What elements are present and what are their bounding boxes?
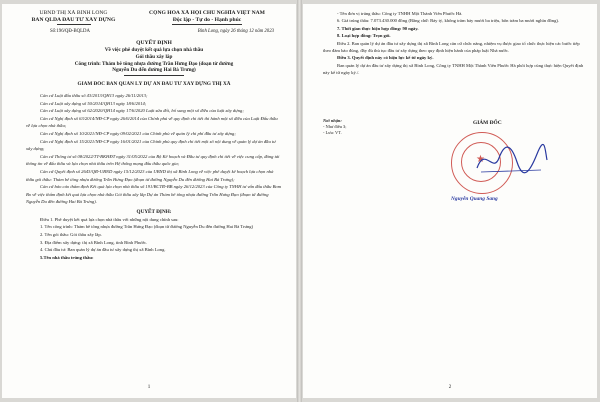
contract-type-line: 8. Loại hợp đồng: Trọn gói.: [337, 33, 391, 39]
agency-line-2: BAN QLDA ĐẦU TƯ XÂY DỰNG: [31, 17, 116, 23]
article-3: Điều 3. Quyết định này có hiệu lực kể từ ngày ký.: [337, 55, 434, 61]
legal-basis: Căn cứ Nghị định số 63/2014/NĐ-CP ngày 26/6/2014 của Chính phủ về quy định chi tiết thi hành một số điều của Luật Đấu thầu về lựa chọn nhà thầu;: [26, 115, 278, 129]
subject-line-2: Gói thầu xây lắp: [135, 53, 173, 60]
book-gutter: [297, 0, 302, 402]
stamp-star-icon: ★: [476, 154, 485, 165]
document-title: QUYẾT ĐỊNH: [136, 40, 172, 46]
duration-line: 7. Thời gian thực hiện hợp đồng: 90 ngày.: [337, 25, 419, 31]
winner-line: - Tên đơn vị trúng thầu: Công ty TNHH Một Thành Viên Phước Hà.: [337, 11, 463, 16]
article-item: 5.Tên nhà thầu trúng thầu:: [40, 254, 94, 260]
legal-basis: Căn cứ báo cáo thẩm định Kết quả lựa chọn nhà thầu số 191/BCTĐ-BB ngày 26/12/2023 của Công ty TNHH tư vấn đấu thầu Bom Bo về việc thẩm định kết quả lựa chọn nhà thầu Gói thầu xây lắp Dự án Thảm bê tông nhựa đường Trần Hưng Đạo (đoạn từ đường Nguyễn Du đến đường Hai Bà Trưng).: [26, 184, 282, 205]
subject-line-1: Về việc phê duyệt kết quả lựa chọn nhà thầu: [104, 47, 204, 53]
signature-title: GIÁM ĐỐC: [473, 120, 502, 126]
page-number: 2: [448, 385, 452, 390]
page-2: [303, 4, 597, 398]
legal-basis: Căn cứ Nghị định số 15/2021/NĐ-CP ngày 16/01/2021 của Chính phủ quy định chi tiết một số nội dung về quản lý dự án đầu tư xây dựng;: [26, 138, 276, 152]
recipient-item: - Như điều 3;: [323, 124, 347, 129]
page-1: [2, 4, 296, 398]
article-1: [26, 216, 282, 262]
article-1-intro: Điều 1. Phê duyệt kết quả lựa chọn nhà thầu với những nội dung chính sau:: [40, 216, 179, 222]
page-number: 1: [147, 385, 151, 390]
legal-basis: Căn cứ Luật xây dựng số 50/2014/QH13 ngày 18/6/2014;: [40, 100, 147, 106]
document-header: [26, 10, 282, 25]
agency-line-1: UBND THỊ XÃ BÌNH LONG: [39, 10, 108, 16]
article-item: 3. Địa điểm xây dựng: thị xã Bình Long, tỉnh Bình Phước.: [40, 239, 148, 245]
legal-basis: Căn cứ Quyết định số 2643/QĐ-UBND ngày 15/12/2023 của UBND thị xã Bình Long về việc phê duyệt kế hoạch lựa chọn nhà thầu gói thầu: Thảm bê tông nhựa đường Trần Hưng Đạo (đoạn từ đường Nguyễn Du đến đường Hai Bà Trưng);: [26, 168, 274, 182]
article-item: 2. Tên gói thầu: Gói thầu xây lắp.: [40, 232, 102, 238]
article-item: 1. Tên công trình: Thảm bê tông nhựa đường Trần Hưng Đạo (đoạn từ đường Nguyễn Du đến đường Hai Bà Trưng): [40, 224, 254, 230]
national-motto: Độc lập - Tự do - Hạnh phúc: [172, 17, 242, 23]
article-2: Điều 2. Ban quản lý dự án đầu tư xây dựng thị xã Bình Long căn cứ chức năng, nhiệm vụ được giao tổ chức thực hiện các bước tiếp theo đảm bảo đúng, đầy đủ thủ tục đầu tư xây dựng theo quy định hiện hành của pháp luật Nhà nước.: [323, 40, 580, 54]
reference-number: Số:196/QĐ-BQLDA: [50, 29, 90, 34]
national-title: CỘNG HÒA XÃ HỘI CHỦ NGHĨA VIỆT NAM: [149, 10, 265, 16]
article-item: 4. Chủ đầu tư: Ban quản lý dự án đầu tư xây dựng thị xã Bình Long.: [40, 247, 166, 253]
legal-basis: Căn cứ Thông tư số 08/2022/TT-BKHĐT ngày 31/05/2022 của Bộ Kế hoạch và Đầu tư quy định chi tiết về việc cung cấp, đăng tải thông tin về đấu thầu và lựa chọn nhà thầu trên Hệ thống mạng đấu thầu quốc gia;: [26, 153, 280, 167]
legal-basis: Căn cứ Luật đấu thầu số 43/2013/QH13 ngày 26/11/2013;: [40, 92, 148, 98]
header-underline-left: [57, 24, 91, 25]
contract-price-line: 6. Giá trúng thầu: 7.073.430.000 đồng (Bằng chữ: Bảy tỷ, không trăm bảy mươi ba triệu, bốn trăm ba mươi nghìn đồng).: [337, 18, 560, 24]
implementation-line: Ban quản lý dự án đầu tư xây dựng thị xã Bình Long, Công ty TNHH Một Thành Viên Phước Hà phối hợp cùng thực hiện Quyết định này kể từ ngày ký./.: [323, 62, 584, 76]
reference-line: [26, 28, 282, 35]
subject-line-3: Công trình: Thảm bê tông nhựa đường Trần Hưng Đạo (đoạn từ đường: [74, 60, 234, 67]
signer-name: Nguyễn Quang Sang: [451, 196, 498, 202]
issuing-authority: GIÁM ĐỐC BAN QUẢN LÝ DỰ ÁN ĐẦU TƯ XÂY DỰNG THỊ XÃ: [77, 81, 231, 88]
recipients-title: Nơi nhận:: [323, 118, 342, 123]
issue-date: Bình Long, ngày 26 tháng 12 năm 2023: [197, 29, 274, 34]
legal-basis: Căn cứ Nghị định số 10/2021/NĐ-CP ngày 09/02/2021 của Chính phủ về quản lý chi phí đầu tư xây dựng;: [40, 130, 236, 136]
page-2-body: [323, 10, 585, 77]
header-underline-right: [172, 24, 242, 25]
legal-bases: [26, 92, 282, 206]
legal-basis: Căn cứ Luật xây dựng số 62/2020/QH14 ngày 17/6/2020 Luật sửa đổi, bổ sung một số điều của luật xây dựng;: [40, 108, 244, 114]
decision-heading: QUYẾT ĐỊNH:: [136, 208, 172, 215]
signature-scribble: [471, 140, 551, 180]
subject-line-4: Nguyễn Du đến đường Hai Bà Trưng): [112, 67, 196, 74]
recipient-item: - Lưu: VT.: [323, 130, 342, 135]
recipients-block: [323, 118, 346, 136]
